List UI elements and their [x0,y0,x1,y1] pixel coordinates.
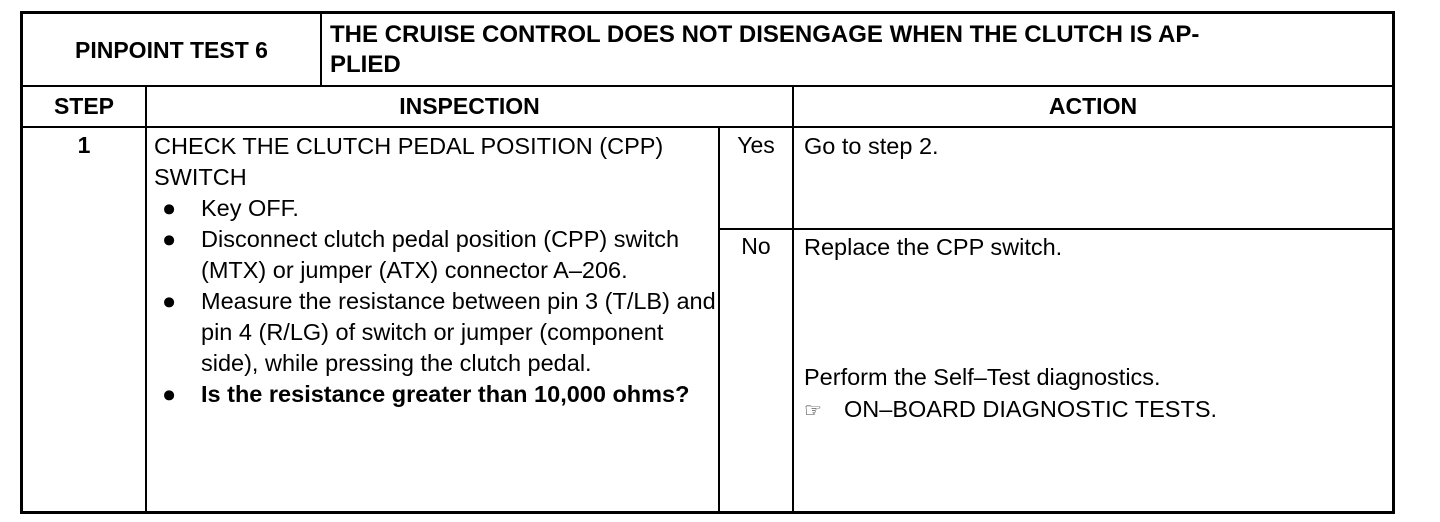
inspection-bullet: ● Disconnect clutch pedal position (CPP) switch (MTX) or jumper (ATX) connector A–206. [162,226,680,283]
inspection-bullet-question: ● Is the resistance greater than 10,000 ohms? [154,379,724,410]
bullet-icon: ● [162,381,177,407]
inspection-bullets [154,193,724,410]
inspection-header: INSPECTION [399,92,540,119]
yes-label: Yes [737,132,775,158]
reference-link-text: ON–BOARD DIAGNOSTIC TESTS. [844,396,1218,422]
inspection-bullet: ● Key OFF. [154,193,724,224]
bullet-icon: ● [162,226,177,252]
inspection-cell [154,131,724,410]
pointing-hand-icon: ☞ [804,400,822,422]
no-action-replace: Replace the CPP switch. [804,234,1063,260]
test-title [330,20,1390,80]
header-bottom-rule [23,126,1392,128]
no-action-selftest: Perform the Self–Test diagnostics. [804,364,1161,390]
action-header: ACTION [1048,92,1138,119]
test-title-text: THE CRUISE CONTROL DOES NOT DISENGAGE WHEN THE CLUTCH IS AP- PLIED [330,21,1200,78]
step-number: 1 [77,132,91,158]
bullet-icon: ● [162,195,177,221]
title-divider [320,14,322,86]
step-header: STEP [53,92,115,119]
inspection-heading: CHECK THE CLUTCH PEDAL POSITION (CPP) SWITCH [154,133,664,190]
no-label: No [741,233,771,259]
no-action-reference [804,394,1217,427]
pinpoint-test-table [20,11,1395,514]
step-column-rule [145,86,147,514]
inspection-bullet: ● Measure the resistance between pin 3 (T/LB) and pin 4 (R/LG) of switch or jumper (component side), while pressing the clutch pedal. [162,288,716,376]
bullet-icon: ● [162,288,177,314]
yes-action: Go to step 2. [804,133,939,159]
yes-no-divider [719,228,1392,230]
action-column-rule [792,86,794,514]
test-label: PINPOINT TEST 6 [75,36,268,63]
